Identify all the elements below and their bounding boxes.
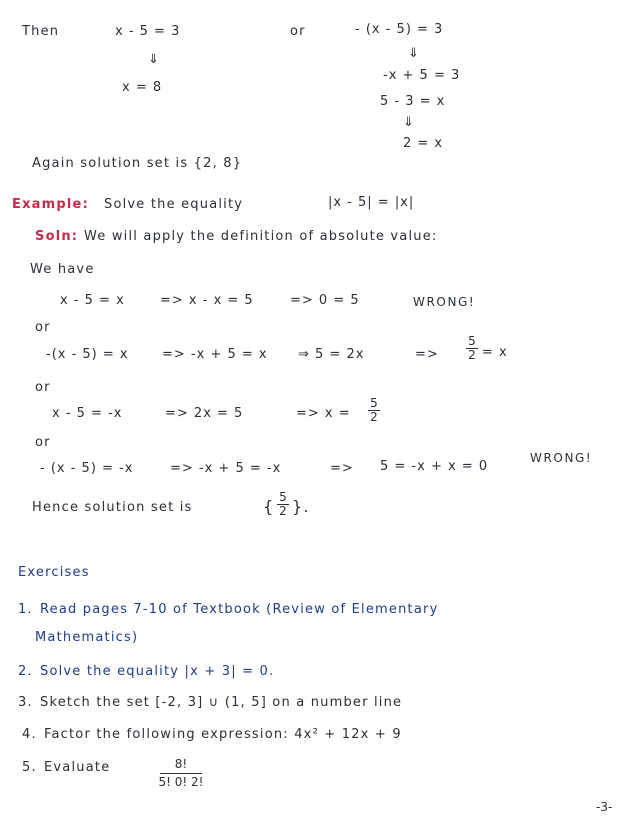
case2-fraction-rhs: = x bbox=[482, 345, 508, 360]
case2-equation: -(x - 5) = x bbox=[46, 347, 129, 362]
set-open-brace: { bbox=[263, 497, 275, 516]
exercise5-number: 5. bbox=[22, 760, 37, 775]
page-number: -3- bbox=[596, 800, 613, 814]
case3-step1: => 2x = 5 bbox=[165, 406, 244, 421]
we-have-label: We have bbox=[30, 262, 95, 277]
fraction-numerator: 5 bbox=[279, 490, 287, 504]
exercise1-number: 1. bbox=[18, 602, 33, 617]
case3-fraction bbox=[368, 398, 380, 423]
example-label: Example: bbox=[12, 197, 89, 212]
case1-step2: => 0 = 5 bbox=[290, 293, 360, 308]
fraction-numerator: 5 bbox=[468, 334, 476, 348]
fraction-denominator: 5! 0! 2! bbox=[158, 775, 204, 789]
again-solution-set: Again solution set is {2, 8} bbox=[32, 156, 243, 171]
exercises-title: Exercises bbox=[18, 565, 90, 580]
case2-step3: => bbox=[415, 347, 439, 362]
exercise2-number: 2. bbox=[18, 664, 33, 679]
or-label: or bbox=[35, 380, 51, 395]
solution-text: We will apply the definition of absolute value: bbox=[84, 229, 438, 244]
case2-fraction bbox=[466, 336, 478, 361]
case1-verdict: WRONG! bbox=[413, 295, 476, 309]
case2-step1: => -x + 5 = x bbox=[162, 347, 268, 362]
equation-case2-step2: 5 - 3 = x bbox=[380, 94, 446, 109]
hence-fraction bbox=[277, 492, 289, 517]
case4-equation: - (x - 5) = -x bbox=[40, 461, 134, 476]
then-label: Then bbox=[22, 24, 60, 39]
exercise5-text: Evaluate bbox=[44, 760, 111, 775]
exercise3-text: Sketch the set [-2, 3] ∪ (1, 5] on a number line bbox=[40, 695, 403, 710]
fraction-numerator: 8! bbox=[174, 757, 188, 771]
case3-equation: x - 5 = -x bbox=[52, 406, 123, 421]
case3-step2: => x = bbox=[296, 406, 351, 421]
case4-step1: => -x + 5 = -x bbox=[170, 461, 282, 476]
equation-case2-result: 2 = x bbox=[403, 136, 444, 151]
case4-verdict: WRONG! bbox=[530, 451, 593, 465]
or-label: or bbox=[35, 435, 51, 450]
equation-case2-step1: -x + 5 = 3 bbox=[383, 68, 461, 83]
fraction-denominator: 2 bbox=[370, 410, 378, 424]
solution-label: Soln: bbox=[35, 229, 79, 244]
case1-equation: x - 5 = x bbox=[60, 293, 125, 308]
or-label: or bbox=[35, 320, 51, 335]
case1-step1: => x - x = 5 bbox=[160, 293, 254, 308]
exercise3-number: 3. bbox=[18, 695, 33, 710]
exercise4-text: Factor the following expression: 4x² + 12x + 9 bbox=[44, 727, 402, 742]
equation-case1-result: x = 8 bbox=[122, 80, 163, 95]
equation-case1: x - 5 = 3 bbox=[115, 24, 181, 39]
exercise1-text: Read pages 7-10 of Textbook (Review of Elementary bbox=[40, 602, 439, 617]
example-equation: |x - 5| = |x| bbox=[328, 195, 415, 210]
case2-step2: ⇒ 5 = 2x bbox=[298, 347, 365, 362]
equation-case2: - (x - 5) = 3 bbox=[355, 22, 444, 37]
fraction-denominator: 2 bbox=[468, 348, 476, 362]
exercise4-number: 4. bbox=[22, 727, 37, 742]
or-label: or bbox=[290, 24, 306, 39]
exercise2-text: Solve the equality |x + 3| = 0. bbox=[40, 664, 275, 679]
set-close-brace: }. bbox=[292, 497, 310, 516]
exercise5-fraction bbox=[148, 758, 214, 789]
example-text: Solve the equality bbox=[104, 197, 244, 212]
exercise1-text-cont: Mathematics) bbox=[35, 630, 139, 645]
fraction-denominator: 2 bbox=[279, 504, 287, 518]
implies-arrow: ⇓ bbox=[408, 46, 419, 61]
implies-arrow: ⇓ bbox=[403, 115, 414, 130]
hence-text: Hence solution set is bbox=[32, 500, 193, 515]
fraction-numerator: 5 bbox=[370, 396, 378, 410]
case4-step2: => bbox=[330, 461, 354, 476]
case4-step3: 5 = -x + x = 0 bbox=[380, 459, 489, 474]
implies-arrow: ⇓ bbox=[148, 52, 159, 67]
